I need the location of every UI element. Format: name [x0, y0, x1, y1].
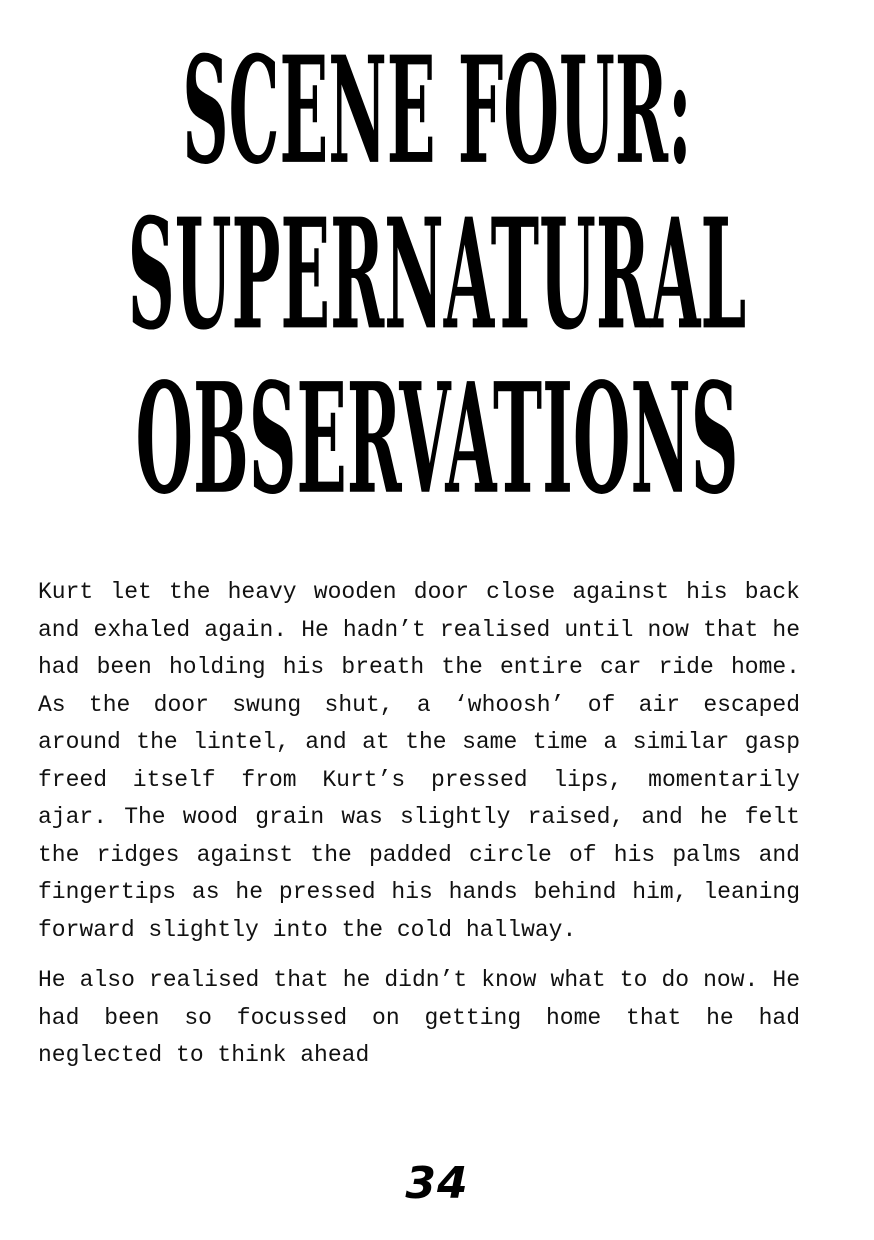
paragraph-2: He also realised that he didn’t know what to do now. He had been so focussed on getting home that he had neglected to think ahead: [38, 967, 800, 1068]
chapter-title-line-3: OBSERVATIONS: [135, 349, 739, 529]
chapter-title-line-1: SCENE FOUR:: [182, 26, 692, 199]
page-number: 34: [405, 1158, 469, 1209]
paragraph-1: Kurt let the heavy wooden door close against his back and exhaled again. He hadn’t realised until now that he had been holding his breath the entire car ride home. As the door swung shut, a ‘whoosh’ of air escaped around the lintel, and at the same time a similar gasp freed itself from Kurt’s pressed lips, momentarily ajar. The wood grain was slightly raised, and he felt the ridges against the padded circle of his palms and fingertips as he pressed his hands behind him, leaning forward slightly into the cold hallway.: [38, 579, 800, 943]
body-text: [38, 574, 800, 1088]
chapter-title-line-2: SUPERNATURAL: [127, 185, 747, 365]
